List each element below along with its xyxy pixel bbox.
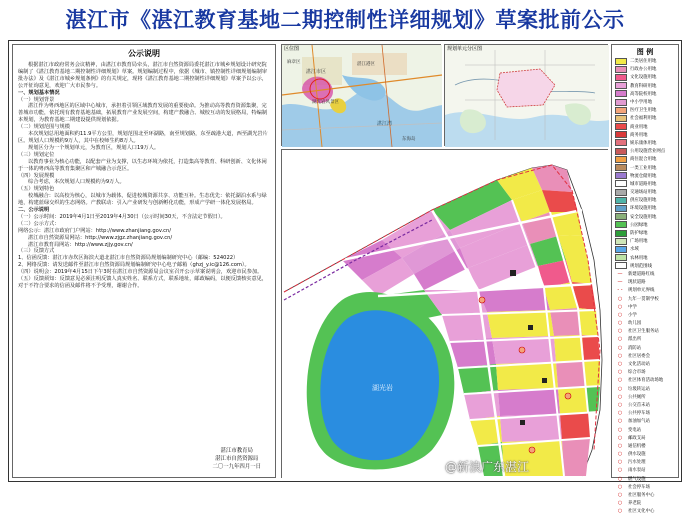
place-label: 湛江港区 [357,62,375,67]
legend-item [612,57,678,65]
notice-paragraph: 湛江市教育局网站：http://www.zjjy.gov.cn/ [28,241,133,248]
legend-symbol-icon: ○ [617,401,623,408]
legend-label: 消防站 [628,345,642,351]
notice-paragraph: 二、公示说明 [18,207,50,214]
unit-index-map-image [445,45,609,147]
legend-swatch [615,115,627,122]
notice-body [13,62,275,290]
location-map-label: 区位图 [284,46,300,52]
legend-swatch [615,180,627,187]
legend-symbol-icon: ○ [617,311,623,318]
legend-label: 规划范围线 [630,263,652,269]
notice-paragraph: （五）反馈须知：反馈意见必须注明反馈人真实姓名、联系方式，联系地址，邮政编码，以便反馈核实意见，对于不符合要求的信函及邮件将不予受理，谢谢合作。 [18,276,268,289]
legend-symbol-icon: ○ [617,385,623,392]
legend-swatch [615,139,627,146]
watermark: @新浪广东湛江 [445,460,530,474]
legend-label: 商住混合用地 [630,157,657,163]
legend-swatch [615,99,627,106]
legend-item [612,360,678,368]
legend-swatch [615,82,627,89]
notice-paragraph: 校城融合：以高校为核心，以城市为载体，促进校城资源共享、功能互补。生态优先：依托湖泊水系与绿地，构建蓝绿交织的生态网络。产教联动：引入产业研发与创新孵化功能，形成产学研一体化发展格局。 [18,193,267,207]
legend-label: 高等院校用地 [630,91,657,97]
legend-item [612,147,678,155]
land-use-plan-map [281,149,608,478]
legend-swatch [615,172,627,179]
notice-paragraph: 根据湛江市政府常务会议精神，由湛江市教育局牵头，湛江市自然资源局委托湛江市城乡规划设计研究院编制了《湛江教育基地二期控制性详细规划》草案。规划编制过程中，依据《城市、镇控制性详细规划编制审批办法》及《湛江市城乡规划条例》的有关规定，现将《湛江教育基地二期控制性详细规划》草案予以公示，公开征询意见，欢迎广大市民参与。 [18,62,268,89]
legend-item [612,90,678,98]
legend-label: 小学 [628,312,637,318]
legend-symbol-icon: ○ [617,483,623,490]
legend-label: 综合市场 [628,370,646,376]
notice-paragraph: 湛江作为粤西地区的区域中心城市，承担着引领区域教育发展的重要使命。为推动高等教育资源集聚，完善城市功能，依托现有教育基地基础，拓展教育产业发展空间，构建产教融合、城校互动的发展格局，特编制本规划，为教育基地二期建设提供规划依据。 [18,103,268,124]
legend-item [612,327,678,335]
legend-swatch [615,156,627,163]
place-label: 湛江市区 [306,69,327,75]
legend-label: 环境设施用地 [630,206,657,212]
legend-label: 医疗卫生用地 [630,108,657,114]
legend-symbol-icon: ○ [617,344,623,351]
legend-item [612,344,678,352]
legend-item [612,278,678,286]
unit-index-map [444,44,608,146]
legend-label: 社区文化中心 [628,509,655,515]
legend-symbol-icon: ○ [617,410,623,417]
legend-symbol-icon: ○ [617,451,623,458]
legend-item [612,139,678,147]
legend-swatch [615,74,627,81]
legend-swatch [615,90,627,97]
legend-label: 广场用地 [630,239,648,245]
legend-item [612,82,678,90]
legend-symbol-icon: — [617,270,623,277]
legend-item [612,155,678,163]
legend-item [612,180,678,188]
legend-item [612,221,678,229]
legend-item [612,442,678,450]
legend-swatch [615,58,627,65]
notice-paragraph: （五）规划特色 [18,186,55,193]
legend-item [612,237,678,245]
legend-symbol-icon: ○ [617,336,623,343]
notice-paragraph: 综合考虑，本次规划人口规模约为9万人。 [28,179,125,186]
legend-label: 社会福利用地 [630,116,657,122]
notice-paragraph: 本次规划总用地面积约11.9平方公里，规划范围北至环湖路，南至规划路，东至疏港大道，西至湖光岩片区。规划人口规模约9万人，其中在校师生约8万人。 [18,131,268,144]
legend-swatch [615,131,627,138]
notice-paragraph: （三）反馈方式 [18,248,55,255]
legend-symbol-icon: ○ [617,418,623,425]
legend-swatch [615,164,627,171]
legend-label: 中小学用地 [630,100,652,106]
legend-symbol-icon: ○ [617,434,623,441]
legend-label: 供应设施用地 [630,198,657,204]
legend-label: 社区卫生服务站 [628,329,659,335]
legend-label: 物流仓储用地 [630,173,657,179]
page-title: 湛江市《湛江教育基地二期控制性详细规划》草案批前公示 [65,8,625,32]
location-map-image [282,45,442,147]
legend-label: 加油加气站 [628,419,650,425]
legend-item [612,286,678,294]
place-label: 麻章区 [287,60,301,65]
legend-label: 养老院 [628,501,642,507]
notice-heading: 公示说明 [128,49,160,58]
legend-item [612,229,678,237]
legend-label: 污水处理 [628,460,646,466]
legend-label: 公共停车场 [628,411,650,417]
legend-item [612,270,678,278]
legend-item [612,65,678,73]
notice-paragraph: 1、信函反馈：湛江市赤坎区海滨大道北湛江市自然资源局规划编制研究中心（邮编：524022） [18,255,239,262]
signature-line: 二〇一九年四月一日 [212,464,261,470]
legend-item [612,98,678,106]
legend-swatch [615,189,627,196]
legend-symbol-icon: ○ [617,352,623,359]
land-use-plan-image [282,150,609,479]
legend-item [612,123,678,131]
legend-label: 雨水泵站 [628,468,646,474]
notice-signature [212,447,261,471]
legend-item [612,376,678,384]
legend-swatch [615,148,627,155]
legend-label: 社区居委会 [628,353,650,359]
legend-item [612,425,678,433]
legend-label: 水域 [630,247,639,253]
legend-label: 安全设施用地 [630,214,657,220]
legend-label: 中学 [628,304,637,310]
legend-symbol-icon: ○ [617,442,623,449]
legend-item [612,499,678,507]
legend-symbol-icon: ○ [617,508,623,515]
legend-label: 社会停车场 [628,484,650,490]
legend-swatch [615,213,627,220]
legend-item [612,213,678,221]
location-map [281,44,441,146]
legend-item [612,434,678,442]
legend-label: 供水设施 [628,452,646,458]
legend-symbol-icon: ○ [617,320,623,327]
legend-label: 交通场站用地 [630,190,657,196]
legend-item [612,458,678,466]
legend-swatch [615,230,627,237]
legend-item [612,368,678,376]
legend-label: 规划单元界线 [628,288,655,294]
legend-item [612,417,678,425]
notice-paragraph: 网络公示：湛江市政府门户网站：http://www.zhanjiang.gov.cn/ [18,227,172,234]
legend-symbol-icon: ○ [617,369,623,376]
legend-item [612,393,678,401]
notice-panel [12,44,276,478]
place-label: 东海岛 [402,137,416,142]
legend-label: 垃圾转运站 [628,386,650,392]
legend-symbol-icon: ○ [617,328,623,335]
legend-label: 新建道路红线 [628,271,655,277]
legend-label: 文化活动站 [628,362,650,368]
legend-symbol-icon: ○ [617,500,623,507]
legend-list [612,57,678,516]
notice-paragraph: 2、网络反馈：请发送邮件至湛江市自然资源局规划编制研究中心电子邮箱（ghzj_y.ic@126.com）。 [18,262,250,269]
legend-symbol-icon: ○ [617,377,623,384]
legend-label: 行政办公用地 [630,67,657,73]
legend-item [612,196,678,204]
legend-item [612,303,678,311]
unit-index-map-label: 规划单元分区图 [447,46,483,52]
legend-label: 燃气设施 [628,476,646,482]
legend-item [612,335,678,343]
legend-label: 公交首末站 [628,402,650,408]
legend-symbol-icon: ○ [617,492,623,499]
legend-swatch [615,205,627,212]
legend-label: 社区服务中心 [628,493,655,499]
legend-swatch [615,107,627,114]
legend-item [612,401,678,409]
legend-item [612,172,678,180]
legend-label: 一类工业用地 [630,165,657,171]
legend-symbol-icon: ○ [617,393,623,400]
notice-paragraph: 一、规划基本情况 [18,89,60,96]
legend-item [612,491,678,499]
legend-swatch [615,66,627,73]
place-label: 湖光岩风景区 [312,100,339,105]
legend-panel [611,44,679,515]
legend-item [612,131,678,139]
legend-item [612,475,678,483]
legend-label: 公园绿地 [630,222,648,228]
legend-label: 通信机楼 [628,443,646,449]
notice-paragraph: （二）规划范围与规模 [18,124,70,131]
legend-label: 公共厕所 [628,394,646,400]
legend-label: 农林用地 [630,255,648,261]
legend-label: 二类居住用地 [630,59,657,65]
legend-symbol-icon: ○ [617,426,623,433]
legend-swatch [615,246,627,253]
legend-label: 教育科研用地 [630,83,657,89]
legend-label: 幼儿园 [628,321,642,327]
notice-paragraph: （一）规划背景 [18,96,55,103]
legend-item [612,204,678,212]
legend-item [612,73,678,81]
legend-label: 现状道路 [628,280,646,286]
legend-symbol-icon: ○ [617,475,623,482]
legend-swatch [615,123,627,130]
legend-item [612,188,678,196]
legend-label: 公用设施营业网点 [630,149,666,155]
legend-item [612,254,678,262]
legend-label: 邮政支局 [628,435,646,441]
notice-paragraph: （四）说明会：2019年4月15日下午3时在湛江市自然资源局会议室召开公示草案说明会，欢迎市民参加。 [18,269,263,276]
legend-item [612,245,678,253]
notice-paragraph: （三）规划定位 [18,151,55,158]
legend-item [612,409,678,417]
legend-label: 变电站 [628,427,642,433]
legend-label: 商务用地 [630,132,648,138]
legend-label: 派出所 [628,337,642,343]
legend-heading: 图 例 [636,48,654,56]
legend-item [612,114,678,122]
legend-label: 娱乐康体用地 [630,140,657,146]
legend-item [612,106,678,114]
notice-paragraph: （四）发展规模 [18,172,55,179]
notice-paragraph: 以教育事业为核心功能，以配套产业为支撑，以生态环境为依托，打造集高等教育、科研创新、文化休闲于一体的粤西高等教育集聚区和产城融合示范区。 [18,158,267,172]
legend-label: 文化设施用地 [630,75,657,81]
legend-item [612,319,678,327]
notice-paragraph: （一）公示时间：2019年4月1日至2019年4月30日（公示时间30天，不含法定节假日）。 [18,213,226,220]
legend-item [612,450,678,458]
legend-symbol-icon: — [617,279,623,286]
legend-symbol-icon: ○ [617,467,623,474]
legend-item [612,385,678,393]
notice-paragraph: 规划区分为一个规划单元，为教育区，规划人口19万人。 [28,144,160,151]
legend-symbol-icon: - - [617,287,623,294]
legend-symbol-icon: ○ [617,303,623,310]
legend-item [612,262,678,270]
legend-item [612,294,678,302]
legend-label: 社区体育活动场地 [628,378,664,384]
legend-label: 商业用地 [630,124,648,130]
legend-label: 城市道路用地 [630,181,657,187]
legend-symbol-icon: ○ [617,459,623,466]
legend-item [612,507,678,515]
legend-swatch [615,254,627,261]
legend-item [612,311,678,319]
legend-symbol-icon: ○ [617,295,623,302]
lake-label: 湖光岩 [372,384,393,392]
legend-label: 防护绿地 [630,231,648,237]
legend-swatch [615,262,627,269]
legend-swatch [615,238,627,245]
legend-symbol-icon: ○ [617,361,623,368]
legend-item [612,352,678,360]
notice-paragraph: （二）公示方式： [18,220,60,227]
legend-swatch [615,221,627,228]
legend-item [612,163,678,171]
place-label: 湛江湾 [377,121,393,127]
legend-item [612,466,678,474]
notice-paragraph: 湛江市自然资源局网站：http://www.zjgz.zhanjiang.gov.cn/ [28,234,173,241]
legend-label: 九年一贯制学校 [628,296,659,302]
signature-line: 湛江市教育局 [220,448,253,454]
legend-swatch [615,197,627,204]
signature-line: 湛江市自然资源局 [215,456,259,462]
legend-item [612,483,678,491]
